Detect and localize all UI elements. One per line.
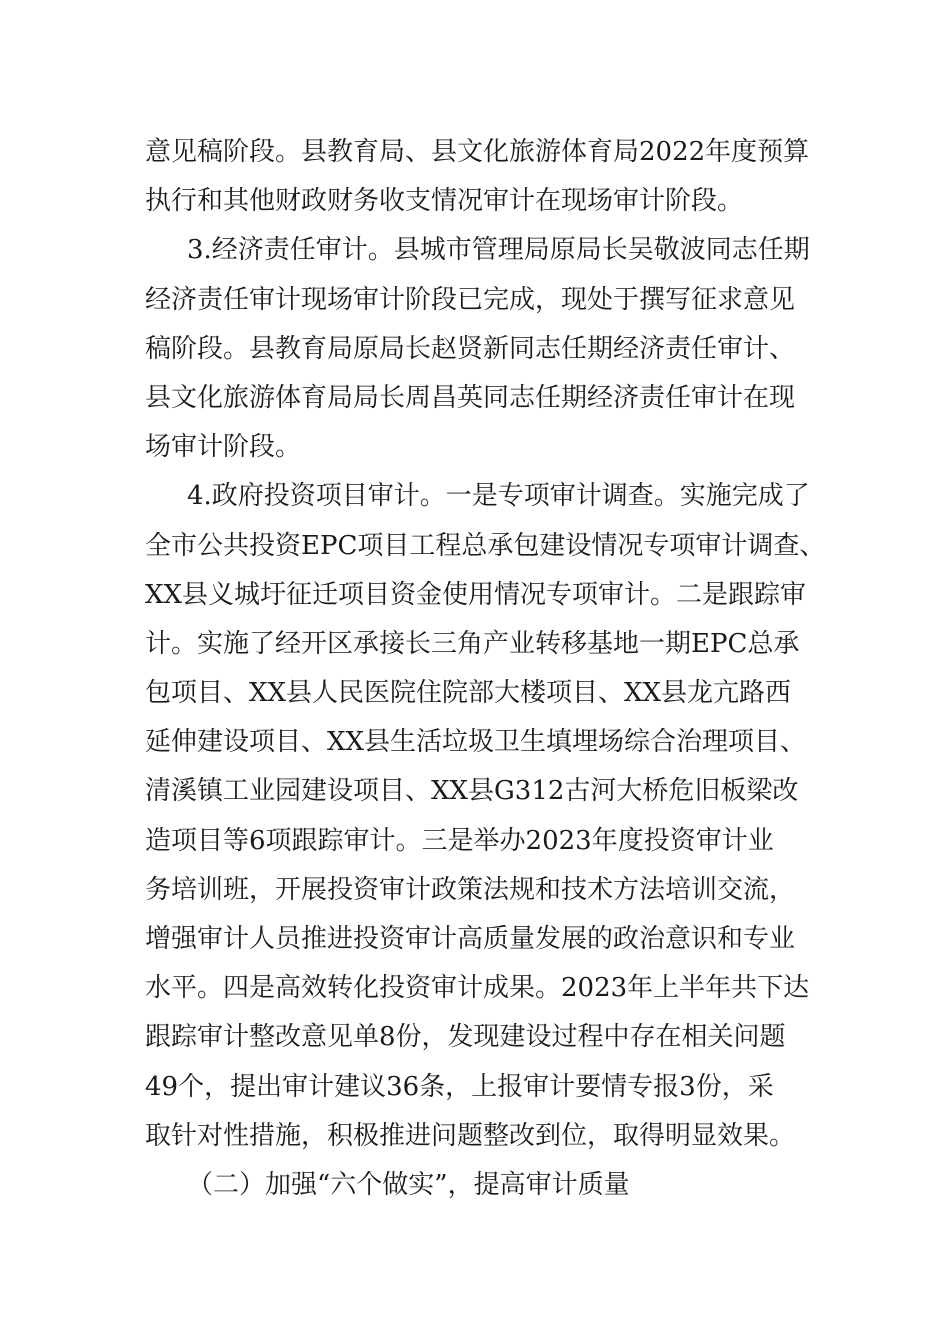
paragraph-continuation — [145, 128, 810, 226]
text-line: 3.经济责任审计。县城市管理局原局长吴敬波同志任期 — [187, 235, 810, 266]
text-line: 取针对性措施，积极推进问题整改到位，取得明显效果。 — [145, 1120, 796, 1151]
text-line: 延伸建设项目、XX县生活垃圾卫生填埋场综合治理项目、 — [145, 727, 807, 758]
text-line: 计。实施了经开区承接长三角产业转移基地一期EPC总承 — [145, 628, 800, 659]
text-line: 执行和其他财政财务收支情况审计在现场审计阶段。 — [145, 186, 744, 217]
text-line: 包项目、XX县人民医院住院部大楼项目、XX县龙亢路西 — [145, 678, 792, 709]
text-line: XX县义城圩征迁项目资金使用情况专项审计。二是跟踪审 — [145, 579, 807, 610]
text-line: 增强审计人员推进投资审计高质量发展的政治意识和专业 — [145, 924, 796, 954]
text-line: 场审计阶段。 — [145, 432, 302, 463]
text-line: 县文化旅游体育局局长周昌英同志任期经济责任审计在现 — [145, 382, 796, 413]
text-line: 清溪镇工业园建设项目、XX县G312古河大桥危旧板梁改 — [145, 776, 799, 807]
text-line: 水平。四是高效转化投资审计成果。2023年上半年共下达 — [145, 973, 810, 1004]
text-line: 务培训班，开展投资审计政策法规和技术方法培训交流， — [145, 874, 796, 905]
text-line: 49个，提出审计建议36条，上报审计要情专报3份，采 — [145, 1071, 774, 1102]
text-line: 跟踪审计整改意见单8份，发现建设过程中存在相关问题 — [145, 1022, 786, 1053]
paragraph-government-investment-audit — [145, 472, 826, 1161]
text-line: 4.政府投资项目审计。一是专项审计调查。实施完成了 — [187, 481, 810, 512]
text-line: 经济责任审计现场审计阶段已完成，现处于撰写征求意见 — [145, 284, 796, 315]
text-line: 造项目等6项跟踪审计。三是举办2023年度投资审计业 — [145, 825, 774, 856]
paragraph-economic-responsibility-audit — [145, 226, 810, 472]
section-heading-text: （二）加强“六个做实”，提高审计质量 — [187, 1169, 630, 1200]
document-body — [145, 128, 826, 1210]
text-line: 意见稿阶段。县教育局、县文化旅游体育局2022年度预算 — [145, 137, 810, 167]
text-line: 全市公共投资EPC项目工程总承包建设情况专项审计调查、 — [145, 530, 826, 561]
text-line: 稿阶段。县教育局原局长赵贤新同志任期经济责任审计、 — [145, 333, 796, 364]
section-heading — [145, 1161, 810, 1210]
